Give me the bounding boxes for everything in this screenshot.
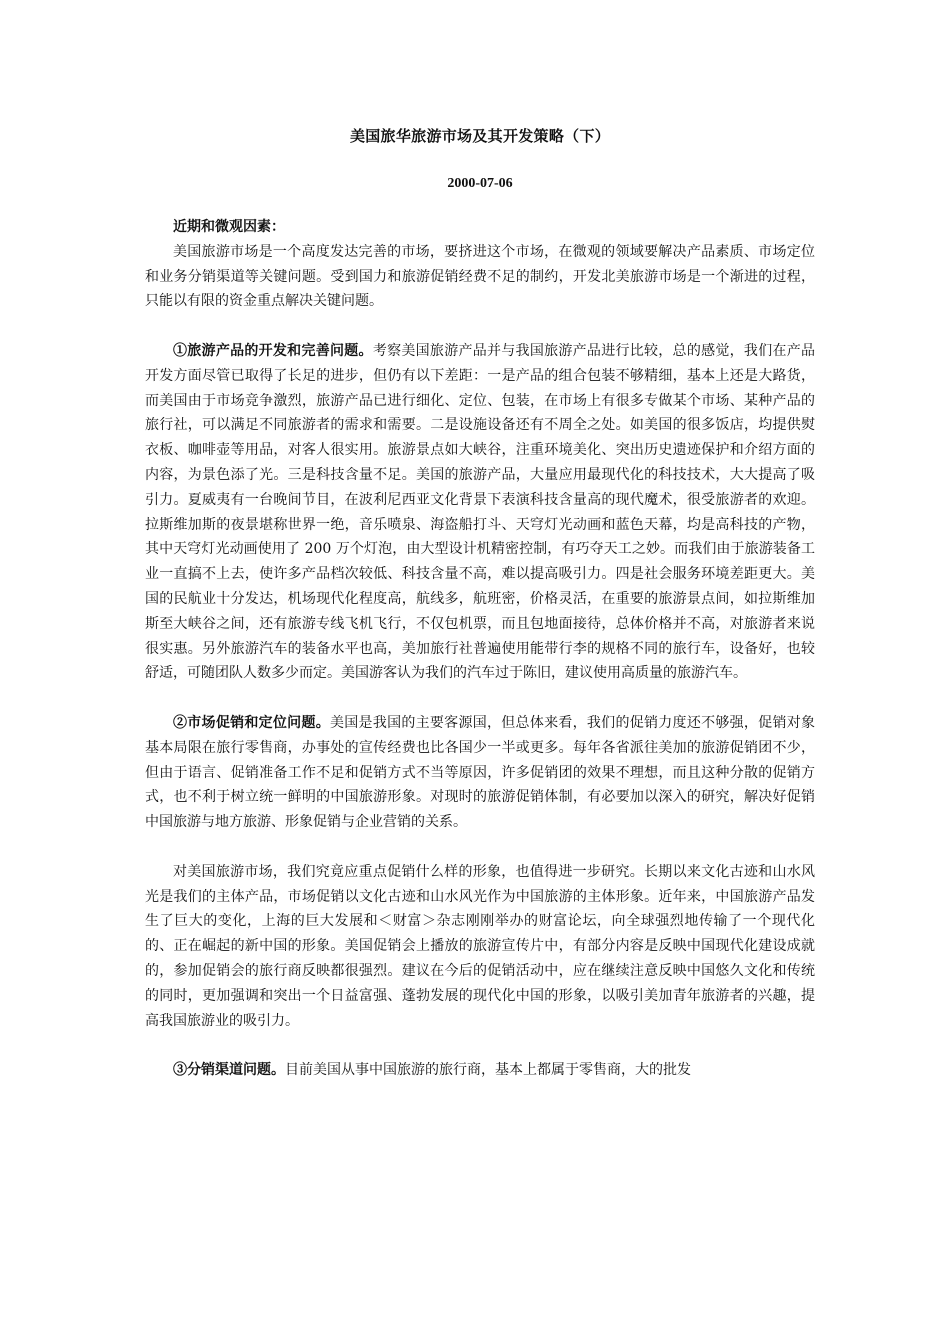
point1-text: 考察美国旅游产品并与我国旅游产品进行比较，总的感觉，我们在产品开发方面尽管已取得了长足的进步，但仍有以下差距：一是产品的组合包装不够精细，基本上还是大路货，而美国由于市场竞争激烈，旅游产品已进行细化、定位、包装，在市场上有很多专做某个市场、某种产品的旅行社，可以满足不同旅游者的需求和需要。二是设施设备还有不周全之处。如美国的很多饭店，均提供熨衣板、咖啡壶等用品，对客人很实用。旅游景点如大峡谷，注重环境美化、突出历史遗迹保护和介绍方面的内容，为景色添了光。三是科技含量不足。美国的旅游产品，大量应用最现代化的科技技术，大大提高了吸引力。夏威夷有一台晚间节目，在波利尼西亚文化背景下表演科技含量高的现代魔术，很受旅游者的欢迎。拉斯维加斯的夜景堪称世界一绝，音乐喷泉、海盗船打斗、天穹灯光动画和蓝色天幕，均是高科技的产物，其中天穹灯光动画使用了 200 万个灯泡，由大型设计机精密控制，有巧夺天工之妙。而我们由于旅游装备工业一直搞不上去，使许多产品档次较低、科技含量不高，难以提高吸引力。四是社会服务环境差距更大。美国的民航业十分发达，机场现代化程度高，航线多，航班密，价格灵活，在重要的旅游景点间，如拉斯维加斯至大峡谷之间，还有旅游专线飞机飞行，不仅包机票，而且包地面接待，总体价格并不高，对旅游者来说很实惠。另外旅游汽车的装备水平也高，美加旅行社普遍使用能带行李的规格不同的旅行车，设备好，也较舒适，可随团队人数多少而定。美国游客认为我们的汽车过于陈旧，建议使用高质量的旅游汽车。 xyxy=(145,342,816,682)
document-page xyxy=(145,124,815,1083)
point3-heading: ③分销渠道问题。 xyxy=(173,1062,285,1079)
section-heading: 近期和微观因素： xyxy=(173,219,285,235)
point2-heading: ②市场促销和定位问题。 xyxy=(173,714,330,731)
point2-paragraph xyxy=(145,711,815,835)
image-paragraph: 对美国旅游市场，我们究竟应重点促销什么样的形象，也值得进一步研究。长期以来文化古迹和山水风光是我们的主体产品，市场促销以文化古迹和山水风光作为中国旅游的主体形象。近年来，中国旅游产品发生了巨大的变化，上海的巨大发展和＜财富＞杂志刚刚举办的财富论坛，向全球强烈地传输了一个现代化的、正在崛起的新中国的形象。美国促销会上播放的旅游宣传片中，有部分内容是反映中国现代化建设成就的，参加促销会的旅行商反映都很强烈。建议在今后的促销活动中，应在继续注意反映中国悠久文化和传统的同时，更加强调和突出一个日益富强、蓬勃发展的现代化中国的形象，以吸引美加青年旅游者的兴趣，提高我国旅游业的吸引力。 xyxy=(145,863,815,1029)
point2-text: 美国是我国的主要客源国，但总体来看，我们的促销力度还不够强，促销对象基本局限在旅行零售商，办事处的宣传经费也比各国少一半或更多。每年各省派往美加的旅游促销团不少，但由于语言、促销准备工作不足和促销方式不当等原因，许多促销团的效果不理想，而且这种分散的促销方式，也不利于树立统一鲜明的中国旅游形象。对现时的旅游促销体制，有必要加以深入的研究，解决好促销中国旅游与地方旅游、形象促销与企业营销的关系。 xyxy=(145,714,815,831)
document-date: 2000-07-06 xyxy=(447,176,513,191)
intro-paragraph: 美国旅游市场是一个高度发达完善的市场，要挤进这个市场，在微观的领域要解决产品素质、市场定位和业务分销渠道等关键问题。受到国力和旅游促销经费不足的制约，开发北美旅游市场是一个渐进的过程，只能以有限的资金重点解决关键问题。 xyxy=(145,243,815,310)
point1-paragraph xyxy=(145,339,815,686)
document-title: 美国旅华旅游市场及其开发策略（下） xyxy=(349,127,611,145)
paragraph-gap xyxy=(145,835,815,860)
paragraph-gap xyxy=(145,1033,815,1058)
paragraph-gap xyxy=(145,686,815,711)
point3-paragraph xyxy=(145,1058,815,1083)
document-body xyxy=(145,215,815,1083)
point1-heading: ①旅游产品的开发和完善问题。 xyxy=(173,342,373,359)
point3-text: 目前美国从事中国旅游的旅行商，基本上都属于零售商，大的批发 xyxy=(285,1062,691,1079)
paragraph-gap xyxy=(145,314,815,339)
